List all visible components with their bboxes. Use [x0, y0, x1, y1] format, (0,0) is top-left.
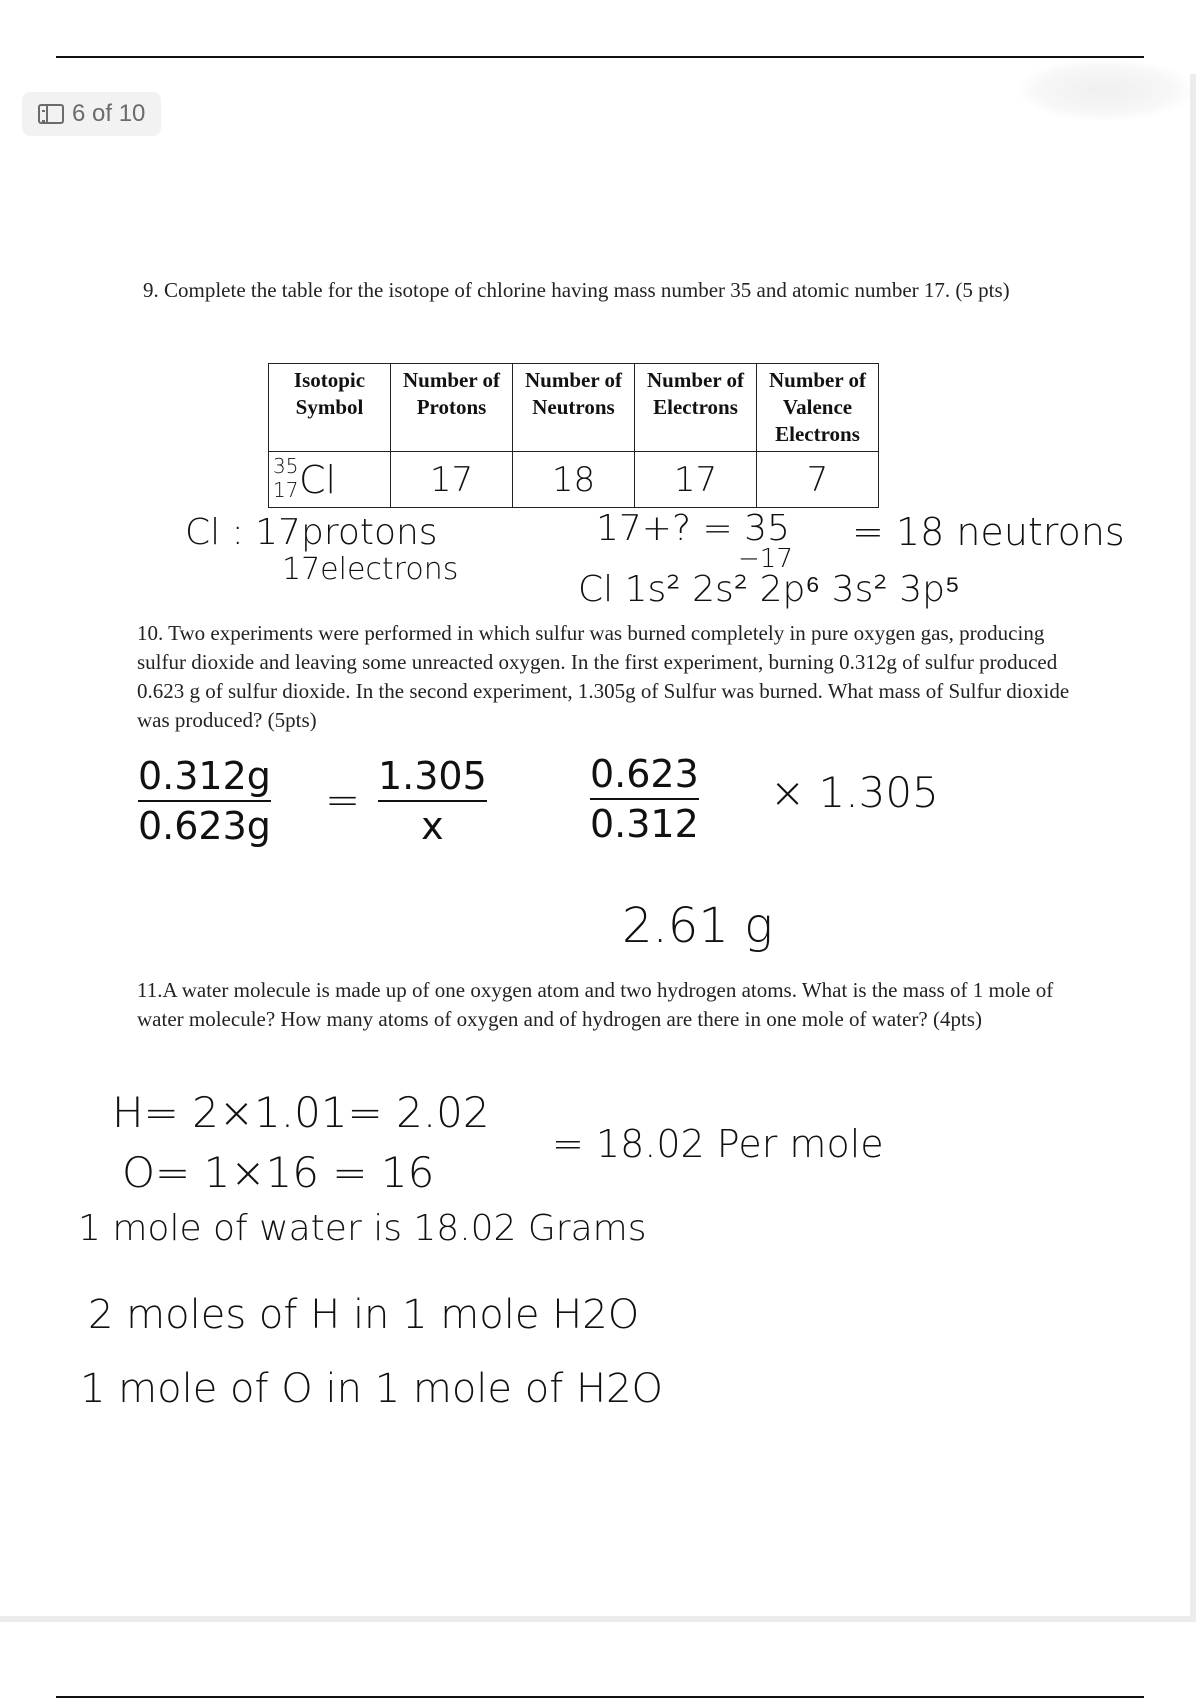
q9-work-equation: 17+? = 35	[596, 508, 790, 549]
question-9-prompt: 9. Complete the table for the isotope of chlorine having mass number 35 and atomic number 17. (5 pts)	[143, 278, 1010, 302]
q10-frac2-numerator: 1.305	[378, 754, 487, 798]
q10-fraction-1	[138, 754, 271, 848]
header-isotopic-symbol: Isotopic Symbol	[269, 364, 391, 452]
q11-mole-grams: 1 mole of water is 18.02 Grams	[78, 1208, 647, 1249]
q10-frac3-bar	[590, 798, 699, 800]
cell-valence	[757, 452, 879, 508]
q10-frac2-denominator: x	[421, 804, 444, 848]
valence-value: 7	[806, 459, 829, 500]
q9-work-subtract: −17	[738, 544, 793, 574]
q10-multiply: × 1.305	[770, 768, 939, 817]
q10-fraction-3	[590, 752, 699, 846]
q10-frac1-denominator: 0.623g	[138, 804, 271, 848]
page-indicator-label: 6 of 10	[72, 100, 146, 127]
q9-work-config: Cl 1s² 2s² 2p⁶ 3s² 3p⁵	[578, 569, 960, 610]
header-electrons: Number of Electrons	[635, 364, 757, 452]
q10-frac3-denominator: 0.312	[590, 802, 699, 846]
q10-fraction-2	[378, 754, 487, 848]
cell-neutrons	[513, 452, 635, 508]
header-valence-electrons: Number of Valence Electrons	[757, 364, 879, 452]
q9-work-neutrons: = 18 neutrons	[852, 510, 1125, 554]
cell-isotopic-symbol	[269, 452, 391, 508]
q9-work-protons: Cl : 17protons	[185, 512, 438, 553]
q11-oxygen-moles: 1 mole of O in 1 mole of H2O	[80, 1366, 664, 1412]
q9-work-electrons: 17electrons	[282, 552, 459, 587]
bottom-divider	[56, 1696, 1144, 1698]
mass-number: 35	[273, 454, 299, 478]
q10-frac2-bar	[378, 800, 487, 802]
q10-frac1-numerator: 0.312g	[138, 754, 271, 798]
electrons-value: 17	[673, 459, 718, 500]
top-divider	[56, 56, 1144, 58]
header-neutrons: Number of Neutrons	[513, 364, 635, 452]
q10-equals: =	[325, 775, 361, 824]
q10-frac3-numerator: 0.623	[590, 752, 699, 796]
neutrons-value: 18	[551, 459, 596, 500]
q11-total-mass: = 18.02 Per mole	[552, 1122, 884, 1166]
cell-electrons	[635, 452, 757, 508]
isotope-table	[268, 363, 879, 508]
table-row	[269, 452, 879, 508]
question-11-prompt: 11.A water molecule is made up of one oxygen atom and two hydrogen atoms. What is the mass of 1 mole of water molecule? How many atoms of oxygen and of hydrogen are there in one mole of water? (4pts)	[137, 978, 1054, 1031]
q11-hydrogen-moles: 2 moles of H in 1 mole H2O	[88, 1292, 640, 1338]
table-header-row	[269, 364, 879, 452]
page-indicator[interactable]	[22, 92, 161, 136]
atomic-number: 17	[273, 478, 299, 502]
cell-protons	[391, 452, 513, 508]
q11-hydrogen-mass: H= 2×1.01= 2.02	[112, 1088, 490, 1137]
page-thumbnail-icon	[38, 104, 64, 124]
q10-frac1-bar	[138, 800, 271, 802]
corner-shadow	[1020, 60, 1190, 120]
element-symbol: Cl	[299, 458, 337, 502]
q10-answer: 2.61 g	[622, 898, 773, 954]
protons-value: 17	[429, 459, 474, 500]
header-protons: Number of Protons	[391, 364, 513, 452]
question-10-prompt: 10. Two experiments were performed in which sulfur was burned completely in pure oxygen gas, producing sulfur dioxide and leaving some unreacted oxygen. In the first experiment, burning 0.312g of sulfur produced 0.623 g of sulfur dioxide. In the second experiment, 1.305g of Sulfur was burned. What mass of Sulfur dioxide was produced? (5pts)	[137, 621, 1070, 732]
q11-oxygen-mass: O= 1×16 = 16	[122, 1148, 435, 1197]
